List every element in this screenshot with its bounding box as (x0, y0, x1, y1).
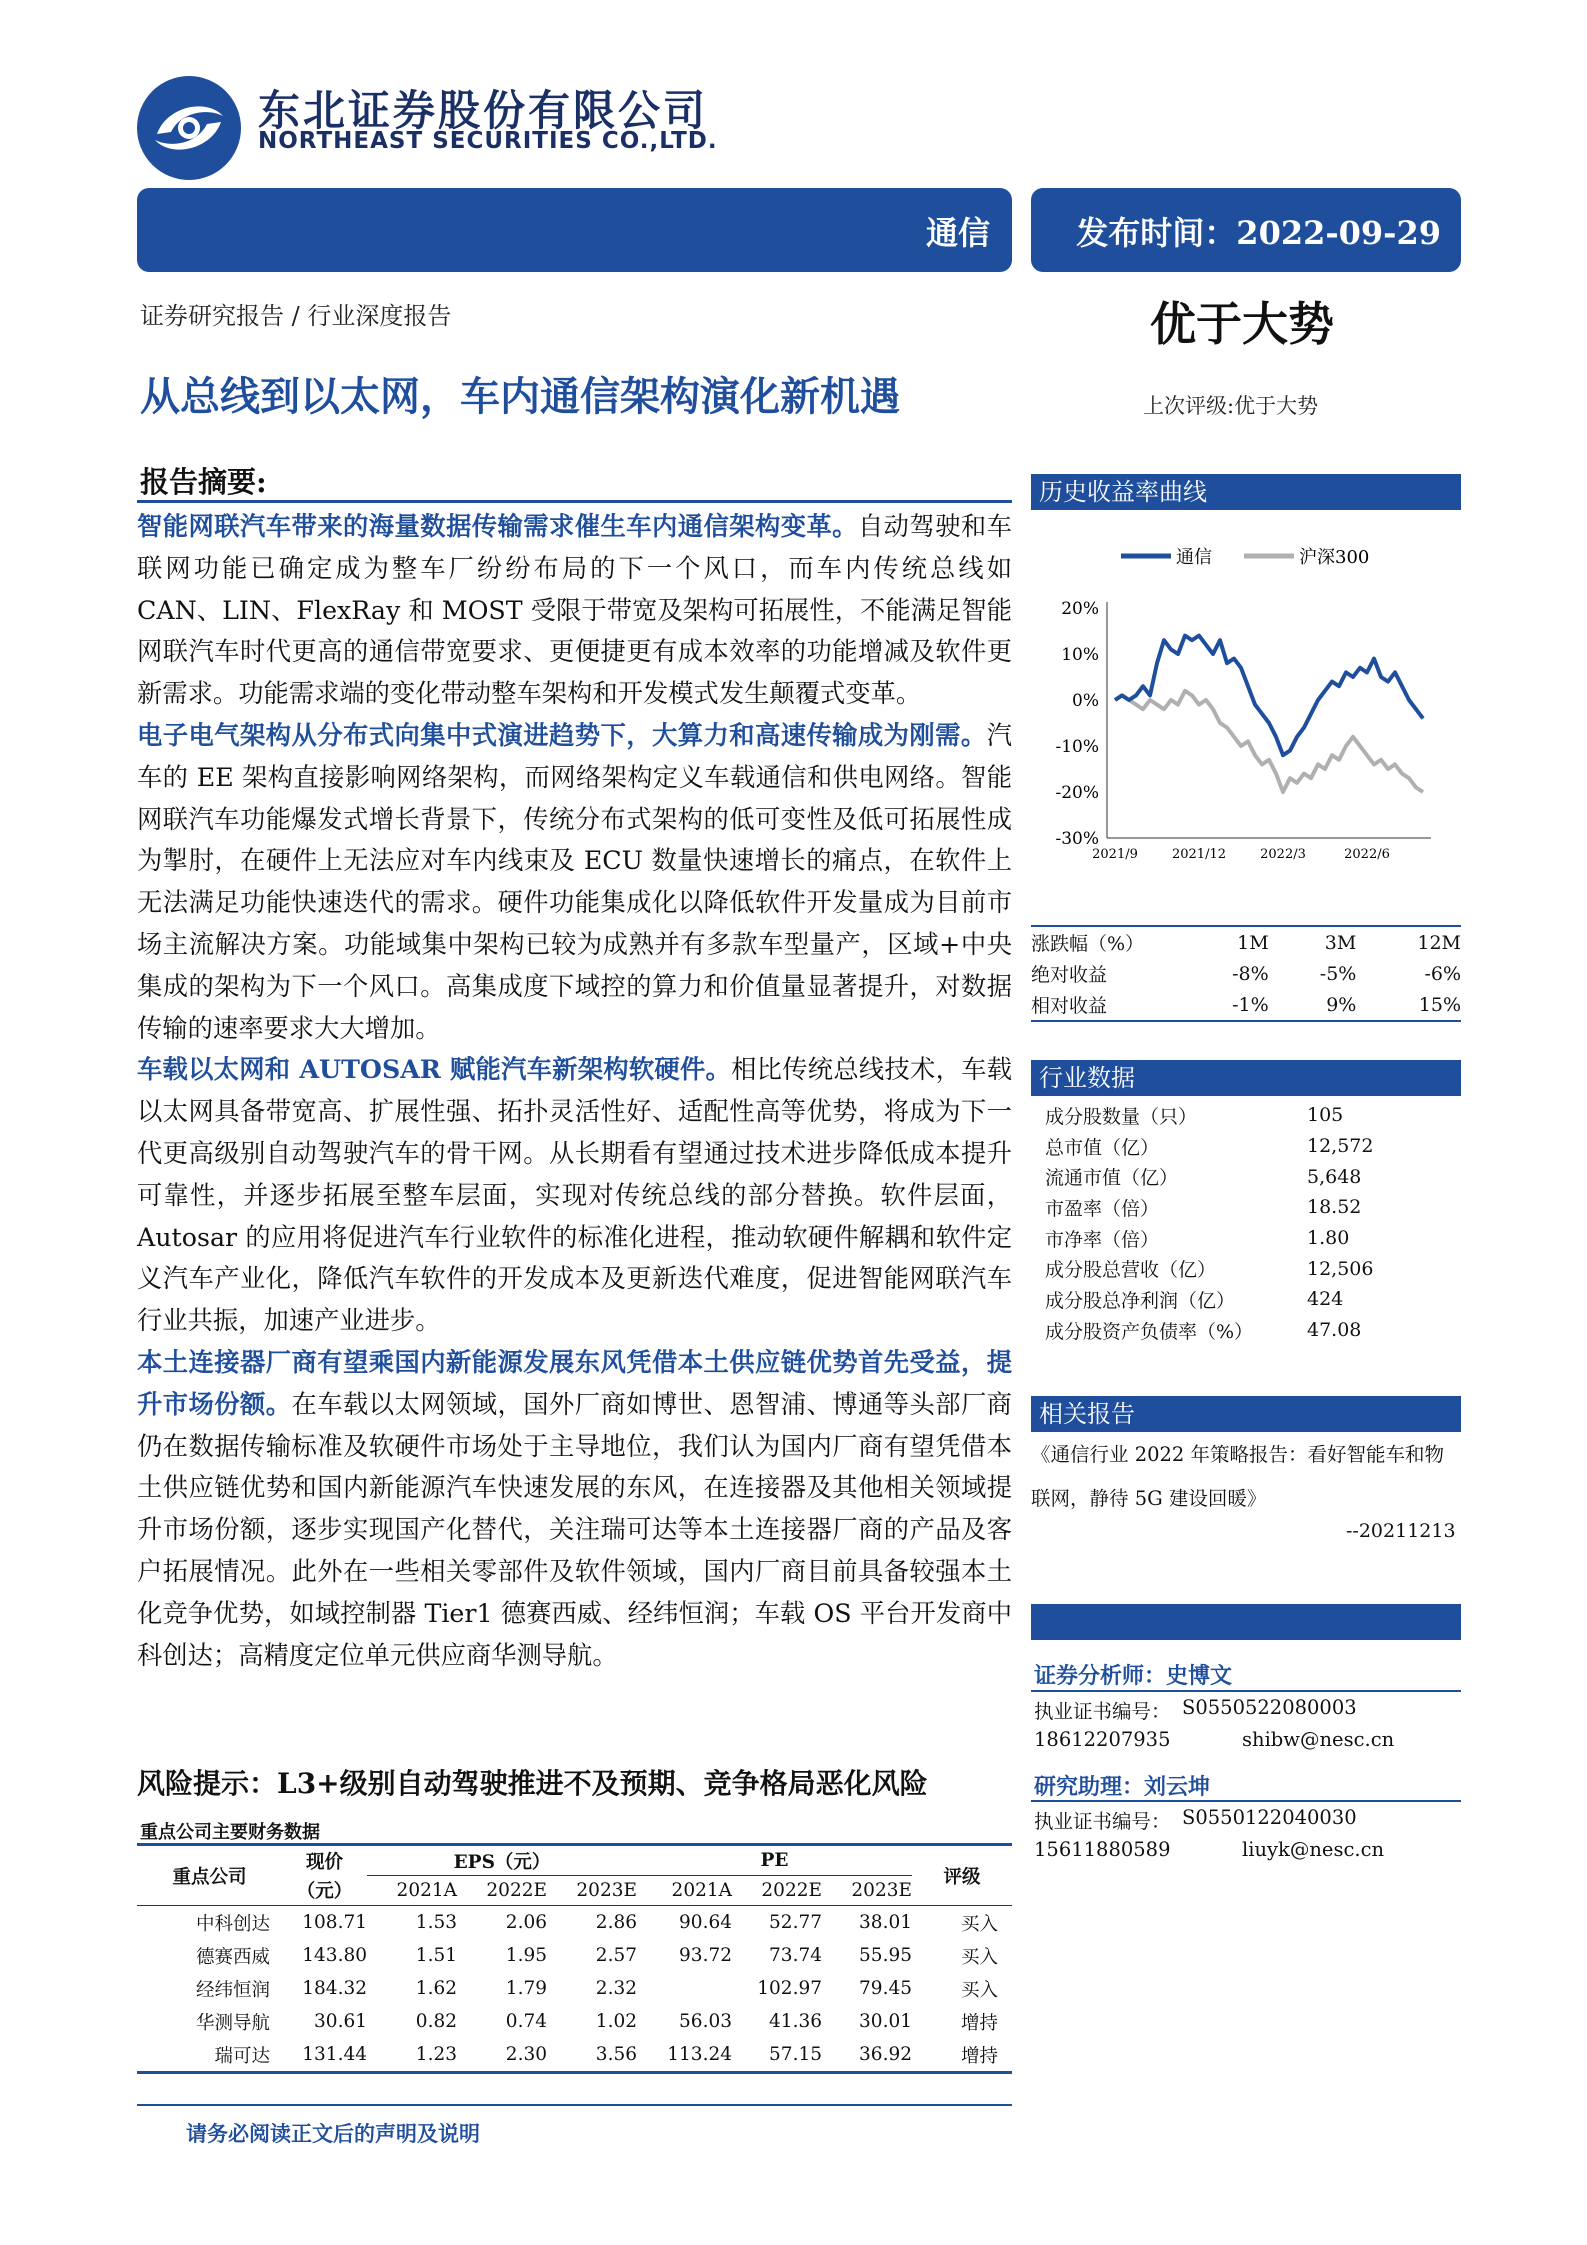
industry-label: 成分股总营收（亿） (1045, 1259, 1217, 1282)
header-year: 2022E (732, 1876, 822, 1906)
eps-cell: 1.95 (505, 1945, 547, 1966)
performance-header-label: 涨跌幅（%） (1031, 926, 1181, 958)
eps-cell: 1.53 (415, 1912, 457, 1933)
company-name: 华测导航 (195, 2012, 270, 2034)
performance-row (1031, 989, 1461, 1021)
rating: 优于大势 (1150, 297, 1334, 351)
paragraph-text: 相比传统总线技术，车载以太网具备带宽高、扩展性强、拓扑灵活性好、适配性高等优势，将成为下一代更高级别自动驾驶汽车的骨干网。从长期看有望通过技术进步降低成本提升可靠性，并逐步拓展至整车层面，实现对传统总线的部分替换。软件层面，Autosar 的应用将促进汽车行业软件的标准化进程，推动软硬件解耦和软件定义汽车产业化，降低汽车软件的开发成本及更新迭代难度，促进智能网联汽车行业共振，加速产业进步。 (137, 1055, 1012, 1336)
pe-cell: 52.77 (769, 1912, 822, 1933)
pe-cell (637, 1972, 732, 2005)
financials-title: 重点公司主要财务数据 (140, 1822, 320, 1843)
price-cell: 184.32 (302, 1978, 367, 1999)
eps-cell: 1.51 (415, 1945, 457, 1966)
abstract-body (137, 506, 1012, 1676)
report-type: 证券研究报告 / 行业深度报告 (140, 302, 452, 330)
series-line-index (1115, 691, 1423, 792)
paragraph-lead: 智能网联汽车带来的海量数据传输需求催生车内通信架构变革。 (137, 511, 858, 541)
x-axis (1092, 847, 1390, 862)
table-row (137, 1972, 1012, 2005)
company-name-en: NORTHEAST SECURITIES CO.,LTD. (258, 128, 718, 154)
pe-cell: 41.36 (769, 2011, 822, 2032)
header-eps: EPS（元） (367, 1845, 637, 1876)
x-tick-label: 2021/12 (1171, 847, 1227, 862)
header-year: 2023E (822, 1876, 912, 1906)
industry-value: 105 (1307, 1104, 1344, 1127)
sector-bar (137, 188, 1012, 272)
performance-table (1031, 925, 1461, 1022)
performance-header (1031, 926, 1461, 958)
industry-row (1031, 1315, 1461, 1346)
footer-disclaimer: 请务必阅读正文后的声明及说明 (186, 2121, 480, 2146)
industry-value: 12,506 (1307, 1257, 1374, 1280)
assistant-cert: S0550122040030 (1182, 1806, 1357, 1829)
performance-label: 相对收益 (1031, 989, 1181, 1021)
eps-cell: 2.57 (595, 1945, 637, 1966)
chart-legend (1121, 547, 1369, 568)
chart-series (1115, 636, 1423, 792)
pe-cell: 30.01 (859, 2011, 912, 2032)
x-tick-label: 2021/9 (1092, 847, 1138, 862)
y-tick-label: 0% (1072, 691, 1099, 711)
return-chart (1031, 512, 1461, 872)
abstract-rule (137, 500, 1012, 503)
x-tick-label: 2022/6 (1344, 847, 1390, 862)
industry-row (1031, 1253, 1461, 1284)
y-tick-label: -30% (1055, 829, 1099, 849)
company-name: 瑞可达 (137, 2038, 282, 2073)
publish-date: 发布时间：2022-09-29 (1076, 214, 1441, 252)
industry-row (1031, 1161, 1461, 1192)
eps-cell: 1.62 (415, 1978, 457, 1999)
assistant-role: 研究助理：刘云坤 (1034, 1774, 1211, 1800)
sector-label: 通信 (925, 214, 990, 252)
industry-row (1031, 1284, 1461, 1315)
y-axis (1055, 599, 1099, 849)
company-name: 德赛西威 (195, 1946, 270, 1968)
abstract-paragraph (137, 715, 1012, 1049)
rating-cell: 买入 (960, 1913, 998, 1935)
industry-label: 成分股总净利润（亿） (1045, 1289, 1236, 1312)
industry-row (1031, 1100, 1461, 1131)
paragraph-text: 在车载以太网领域，国外厂商如博世、恩智浦、博通等头部厂商仍在数据传输标准及软硬件市场处于主导地位，我们认为国内厂商有望凭借本土供应链优势和国内新能源汽车快速发展的东风，在连接器及其他相关领域提升市场份额，逐步实现国产化替代，关注瑞可达等本土连接器厂商的产品及客户拓展情况。此外在一些相关零部件及软件领域，国内厂商目前具备较强本土化竞争优势，如域控制器 Tier1 德赛西威、经纬恒润；车载 OS 平台开发商中科创达；高精度定位单元供应商华测导航。 (137, 1389, 1012, 1670)
table-row (137, 1906, 1012, 1940)
pe-cell: 113.24 (637, 2038, 732, 2073)
company-name: 中科创达 (195, 1913, 270, 1935)
price-cell: 143.80 (302, 1945, 367, 1966)
header-year: 2022E (457, 1876, 547, 1906)
paragraph-lead: 电子电气架构从分布式向集中式演进趋势下，大算力和高速传输成为刚需。 (137, 719, 987, 750)
eps-cell: 1.02 (595, 2011, 637, 2032)
paragraph-lead: 本土连接器厂商有望乘国内新能源发展东风凭借本土供应链优势首先受益，提升市场份额。 (137, 1346, 1012, 1419)
header-year: 2023E (547, 1876, 637, 1906)
paragraph-lead: 车载以太网和 AUTOSAR 赋能汽车新架构软硬件。 (137, 1054, 732, 1085)
eps-cell: 1.79 (505, 1978, 547, 1999)
related-heading: 相关报告 (1031, 1396, 1461, 1432)
abstract-heading: 报告摘要: (140, 465, 267, 499)
period-12m: 12M (1356, 926, 1461, 958)
performance-value: 9% (1269, 989, 1357, 1021)
industry-label: 成分股资产负债率（%） (1045, 1320, 1254, 1343)
table-row (137, 1939, 1012, 1972)
industry-row (1031, 1223, 1461, 1254)
pe-cell: 90.64 (679, 1912, 732, 1933)
pe-cell: 73.74 (769, 1945, 822, 1966)
performance-value: -8% (1232, 962, 1269, 985)
industry-row (1031, 1131, 1461, 1162)
assistant-cert-label: 执业证书编号： (1034, 1810, 1171, 1833)
abstract-paragraph (137, 506, 1012, 715)
analyst-email[interactable]: shibw@nesc.cn (1242, 1728, 1395, 1751)
performance-value: 15% (1356, 989, 1461, 1021)
pe-cell: 93.72 (679, 1945, 732, 1966)
industry-label: 成分股数量（只） (1045, 1105, 1198, 1128)
series-line-telecom (1115, 636, 1423, 756)
company-name-cn: 东北证券股份有限公司 (258, 86, 709, 135)
header-year: 2021A (637, 1876, 732, 1906)
eps-cell: 2.32 (595, 1978, 637, 1999)
analyst-cert: S0550522080003 (1182, 1696, 1357, 1719)
eps-cell: 0.74 (505, 2011, 547, 2032)
performance-row (1031, 958, 1461, 989)
assistant-rule (1031, 1800, 1461, 1802)
industry-label: 总市值（亿） (1045, 1136, 1160, 1159)
pe-cell: 55.95 (859, 1945, 912, 1966)
period-3m: 3M (1269, 926, 1357, 958)
period-1m: 1M (1181, 926, 1269, 958)
assistant-email[interactable]: liuyk@nesc.cn (1242, 1838, 1385, 1861)
pe-cell: 102.97 (757, 1978, 822, 1999)
industry-heading: 行业数据 (1031, 1060, 1461, 1096)
analyst-phone: 18612207935 (1034, 1728, 1171, 1751)
table-row (137, 2038, 1012, 2073)
industry-value: 5,648 (1307, 1165, 1362, 1188)
report-title: 从总线到以太网，车内通信架构演化新机遇 (140, 373, 900, 420)
industry-table (1031, 1100, 1461, 1346)
pe-cell: 38.01 (859, 1912, 912, 1933)
pe-cell: 36.92 (822, 2038, 912, 2073)
price-cell: 108.71 (302, 1912, 367, 1933)
abstract-paragraph (137, 1049, 1012, 1342)
eps-cell: 3.56 (547, 2038, 637, 2073)
industry-value: 1.80 (1307, 1227, 1350, 1250)
industry-value: 12,572 (1307, 1135, 1374, 1158)
pe-cell: 79.45 (859, 1978, 912, 1999)
financials-table (137, 1843, 1012, 2074)
price-cell: 30.61 (314, 2011, 367, 2032)
paragraph-text: 汽车的 EE 架构直接影响网络架构，而网络架构定义车载通信和供电网络。智能网联汽车功能爆发式增长背景下，传统分布式架构的低可变性及低可拓展性成为掣肘，在硬件上无法应对车内线束及 ECU 数量快速增长的痛点，在软件上无法满足功能快速迭代的需求。硬件功能集成化以降低软件开发量成为目前市场主流解决方案。功能域集中架构已较为成熟并有多款车型量产，区域+中央集成的架构为下一个风口。高集成度下域控的算力和价值量显著提升，对数据传输的速率要求大大增加。 (137, 720, 1012, 1043)
header-company: 重点公司 (137, 1845, 282, 1906)
industry-value: 47.08 (1307, 1319, 1362, 1342)
footer-rule (137, 2104, 1012, 2106)
paragraph-text: 自动驾驶和车联网功能已确定成为整车厂纷纷布局的下一个风口，而车内传统总线如 CAN、LIN、FlexRay 和 MOST 受限于带宽及架构可拓展性，不能满足智能网联汽车时代更高的通信带宽要求、更便捷更有成本效率的功能增减及软件更新需求。功能需求端的变化带动整车架构和开发模式发生颠覆式变革。 (137, 512, 1012, 709)
return-chart-svg (1031, 512, 1461, 872)
risk-warning: 风险提示：L3+级别自动驾驶推进不及预期、竞争格局恶化风险 (137, 1767, 928, 1800)
y-tick-label: 10% (1061, 645, 1099, 665)
eps-cell: 2.86 (595, 1912, 637, 1933)
related-report-link[interactable]: 《通信行业 2022 年策略报告：看好智能车和物联网，静待 5G 建设回暖》 (1031, 1443, 1445, 1510)
legend-label: 通信 (1176, 547, 1212, 568)
y-tick-label: 20% (1061, 599, 1099, 619)
abstract-paragraph (137, 1342, 1012, 1676)
performance-value: -6% (1424, 962, 1461, 985)
industry-value: 18.52 (1307, 1196, 1362, 1219)
date-bar (1031, 188, 1461, 272)
pe-cell: 56.03 (679, 2011, 732, 2032)
header-rating: 评级 (912, 1845, 1012, 1906)
company-logo-icon (137, 76, 241, 180)
header-price-unit: （元） (282, 1876, 367, 1906)
industry-row (1031, 1192, 1461, 1223)
rating-cell: 增持 (912, 2038, 1012, 2073)
pe-cell: 57.15 (732, 2038, 822, 2073)
related-report-date: --20211213 (1346, 1520, 1456, 1542)
previous-rating: 上次评级:优于大势 (1143, 394, 1319, 418)
eps-cell: 2.30 (457, 2038, 547, 2073)
eps-cell: 0.82 (415, 2011, 457, 2032)
eps-cell: 2.06 (505, 1912, 547, 1933)
industry-label: 流通市值（亿） (1045, 1167, 1179, 1190)
header-price: 现价 (282, 1845, 367, 1876)
industry-value: 424 (1307, 1288, 1344, 1311)
table-row (137, 2005, 1012, 2038)
rating-cell: 增持 (960, 2012, 998, 2034)
header-year: 2021A (367, 1876, 457, 1906)
performance-value: -1% (1181, 989, 1269, 1021)
industry-label: 市净率（倍） (1045, 1228, 1160, 1251)
assistant-phone: 15611880589 (1034, 1838, 1171, 1861)
industry-label: 市盈率（倍） (1045, 1197, 1160, 1220)
legend-label: 沪深300 (1299, 547, 1370, 568)
performance-label: 绝对收益 (1031, 964, 1108, 986)
price-cell: 131.44 (282, 2038, 367, 2073)
table-header-row (137, 1845, 1012, 1876)
section-bar (1031, 1604, 1461, 1640)
y-tick-label: -10% (1055, 737, 1099, 757)
performance-value: -5% (1319, 962, 1357, 985)
analyst-rule (1031, 1690, 1461, 1692)
chart-heading: 历史收益率曲线 (1031, 474, 1461, 510)
analyst-cert-label: 执业证书编号： (1034, 1700, 1171, 1723)
y-tick-label: -20% (1055, 783, 1099, 803)
analyst-role: 证券分析师：史博文 (1034, 1663, 1233, 1689)
company-name: 经纬恒润 (195, 1979, 270, 2001)
eps-cell: 1.23 (367, 2038, 457, 2073)
header-pe: PE (637, 1845, 912, 1876)
rating-cell: 买入 (960, 1979, 998, 2001)
rating-cell: 买入 (960, 1946, 998, 1968)
x-tick-label: 2022/3 (1260, 847, 1306, 862)
